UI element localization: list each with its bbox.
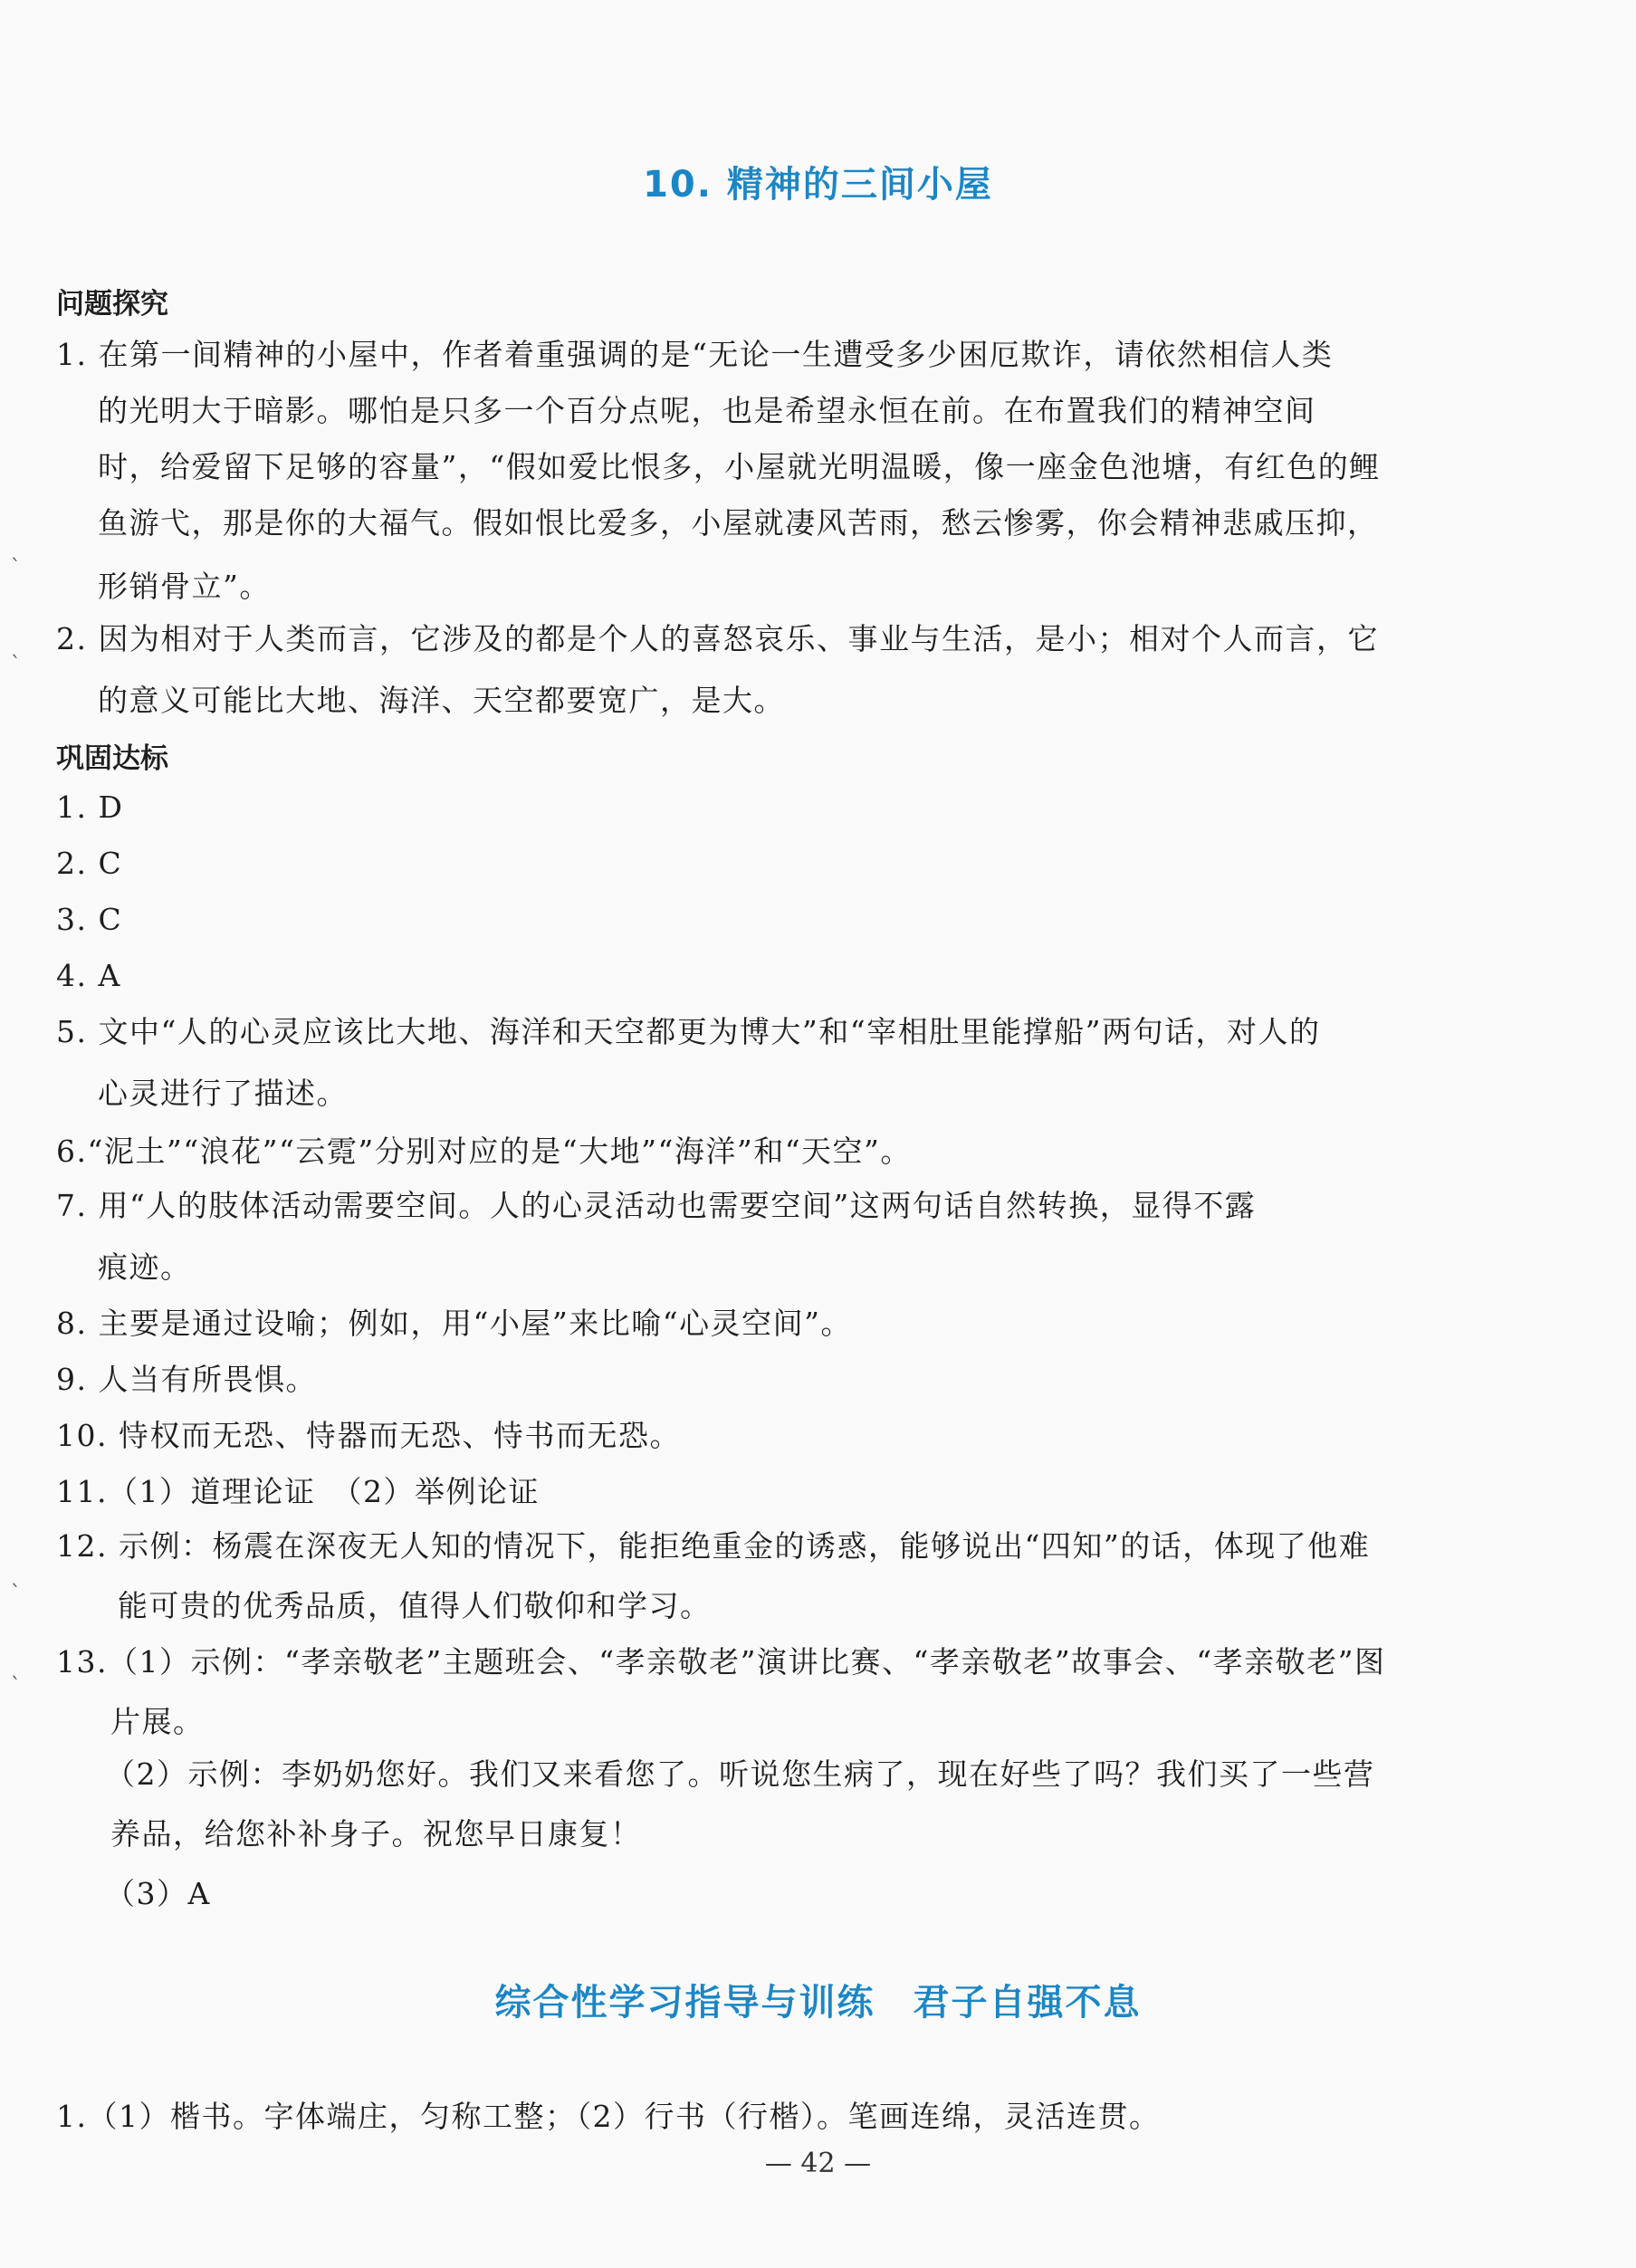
section-title: 10. 精神的三间小屋 — [643, 164, 993, 206]
answer-line: 片展。 — [110, 1704, 205, 1739]
text-line: 1. 在第一间精神的小屋中，作者着重强调的是“无论一生遭受多少困厄欺诈，请依然相信人类 — [56, 337, 1334, 372]
answer-line: 能可贵的优秀品质，值得人们敬仰和学习。 — [118, 1588, 712, 1623]
answer-line: 2. C — [56, 846, 123, 881]
answer-line: 3. C — [56, 902, 123, 937]
heading-consolidation: 巩固达标 — [56, 742, 168, 775]
answer-line: 养品，给您补补身子。祝您早日康复！ — [110, 1816, 642, 1852]
heading-problem-inquiry: 问题探究 — [56, 288, 168, 321]
answer-line: 11.（1）道理论证 （2）举例论证 — [56, 1474, 540, 1509]
answer-line: 1.（1）楷书。字体端庄，匀称工整；（2）行书（行楷）。笔画连绵，灵活连贯。 — [56, 2099, 1161, 2134]
answer-line: 5. 文中“人的心灵应该比大地、海洋和天空都更为博大”和“宰相肚里能撑船”两句话，对人的 — [56, 1014, 1321, 1049]
answer-line: 9. 人当有所畏惧。 — [56, 1362, 317, 1397]
answer-line: 6.“泥土”“浪花”“云霓”分别对应的是“大地”“海洋”和“天空”。 — [56, 1134, 912, 1169]
answer-line: （2）示例：李奶奶您好。我们又来看您了。听说您生病了，现在好些了吗？我们买了一些营 — [105, 1756, 1375, 1792]
margin-mark: ` — [11, 1583, 21, 1605]
answer-line: 13.（1）示例：“孝亲敬老”主题班会、“孝亲敬老”演讲比赛、“孝亲敬老”故事会、“孝亲敬老”图 — [56, 1644, 1386, 1679]
text-line: 鱼游弋，那是你的大福气。假如恨比爱多，小屋就凄风苦雨，愁云惨雾，你会精神悲戚压抑， — [98, 505, 1379, 541]
text-line: 时，给爱留下足够的容量”，“假如爱比恨多，小屋就光明温暖，像一座金色池塘，有红色的鲤 — [98, 449, 1381, 484]
text-line: 的光明大于暗影。哪怕是只多一个百分点呢，也是希望永恒在前。在布置我们的精神空间 — [98, 393, 1316, 428]
margin-mark: ` — [11, 557, 21, 579]
text-line: 形销骨立”。 — [98, 569, 271, 604]
answer-line: 7. 用“人的肢体活动需要空间。人的心灵活动也需要空间”这两句话自然转换，显得不露 — [56, 1188, 1257, 1223]
answer-line: 10. 恃权而无恐、恃器而无恐、恃书而无恐。 — [56, 1418, 681, 1453]
text-line: 的意义可能比大地、海洋、天空都要宽广，是大。 — [98, 683, 785, 718]
answer-line: 心灵进行了描述。 — [98, 1076, 348, 1111]
answer-line: 8. 主要是通过设喻；例如，用“小屋”来比喻“心灵空间”。 — [56, 1306, 852, 1341]
answer-line: 4. A — [56, 958, 121, 993]
margin-mark: ` — [11, 1675, 21, 1698]
answer-line: 1. D — [56, 789, 124, 825]
answer-line: （3）A — [105, 1876, 211, 1911]
margin-mark: ` — [11, 654, 21, 676]
page-number-text: — 42 — — [764, 2148, 872, 2179]
text-line: 2. 因为相对于人类而言，它涉及的都是个人的喜怒哀乐、事业与生活，是小；相对个人而言，它 — [56, 621, 1379, 656]
answer-line: 12. 示例：杨震在深夜无人知的情况下，能拒绝重金的诱惑，能够说出“四知”的话，体现了他难 — [56, 1528, 1371, 1564]
answer-line: 痕迹。 — [98, 1249, 192, 1285]
section-title-2: 综合性学习指导与训练 君子自强不息 — [494, 1982, 1142, 2024]
